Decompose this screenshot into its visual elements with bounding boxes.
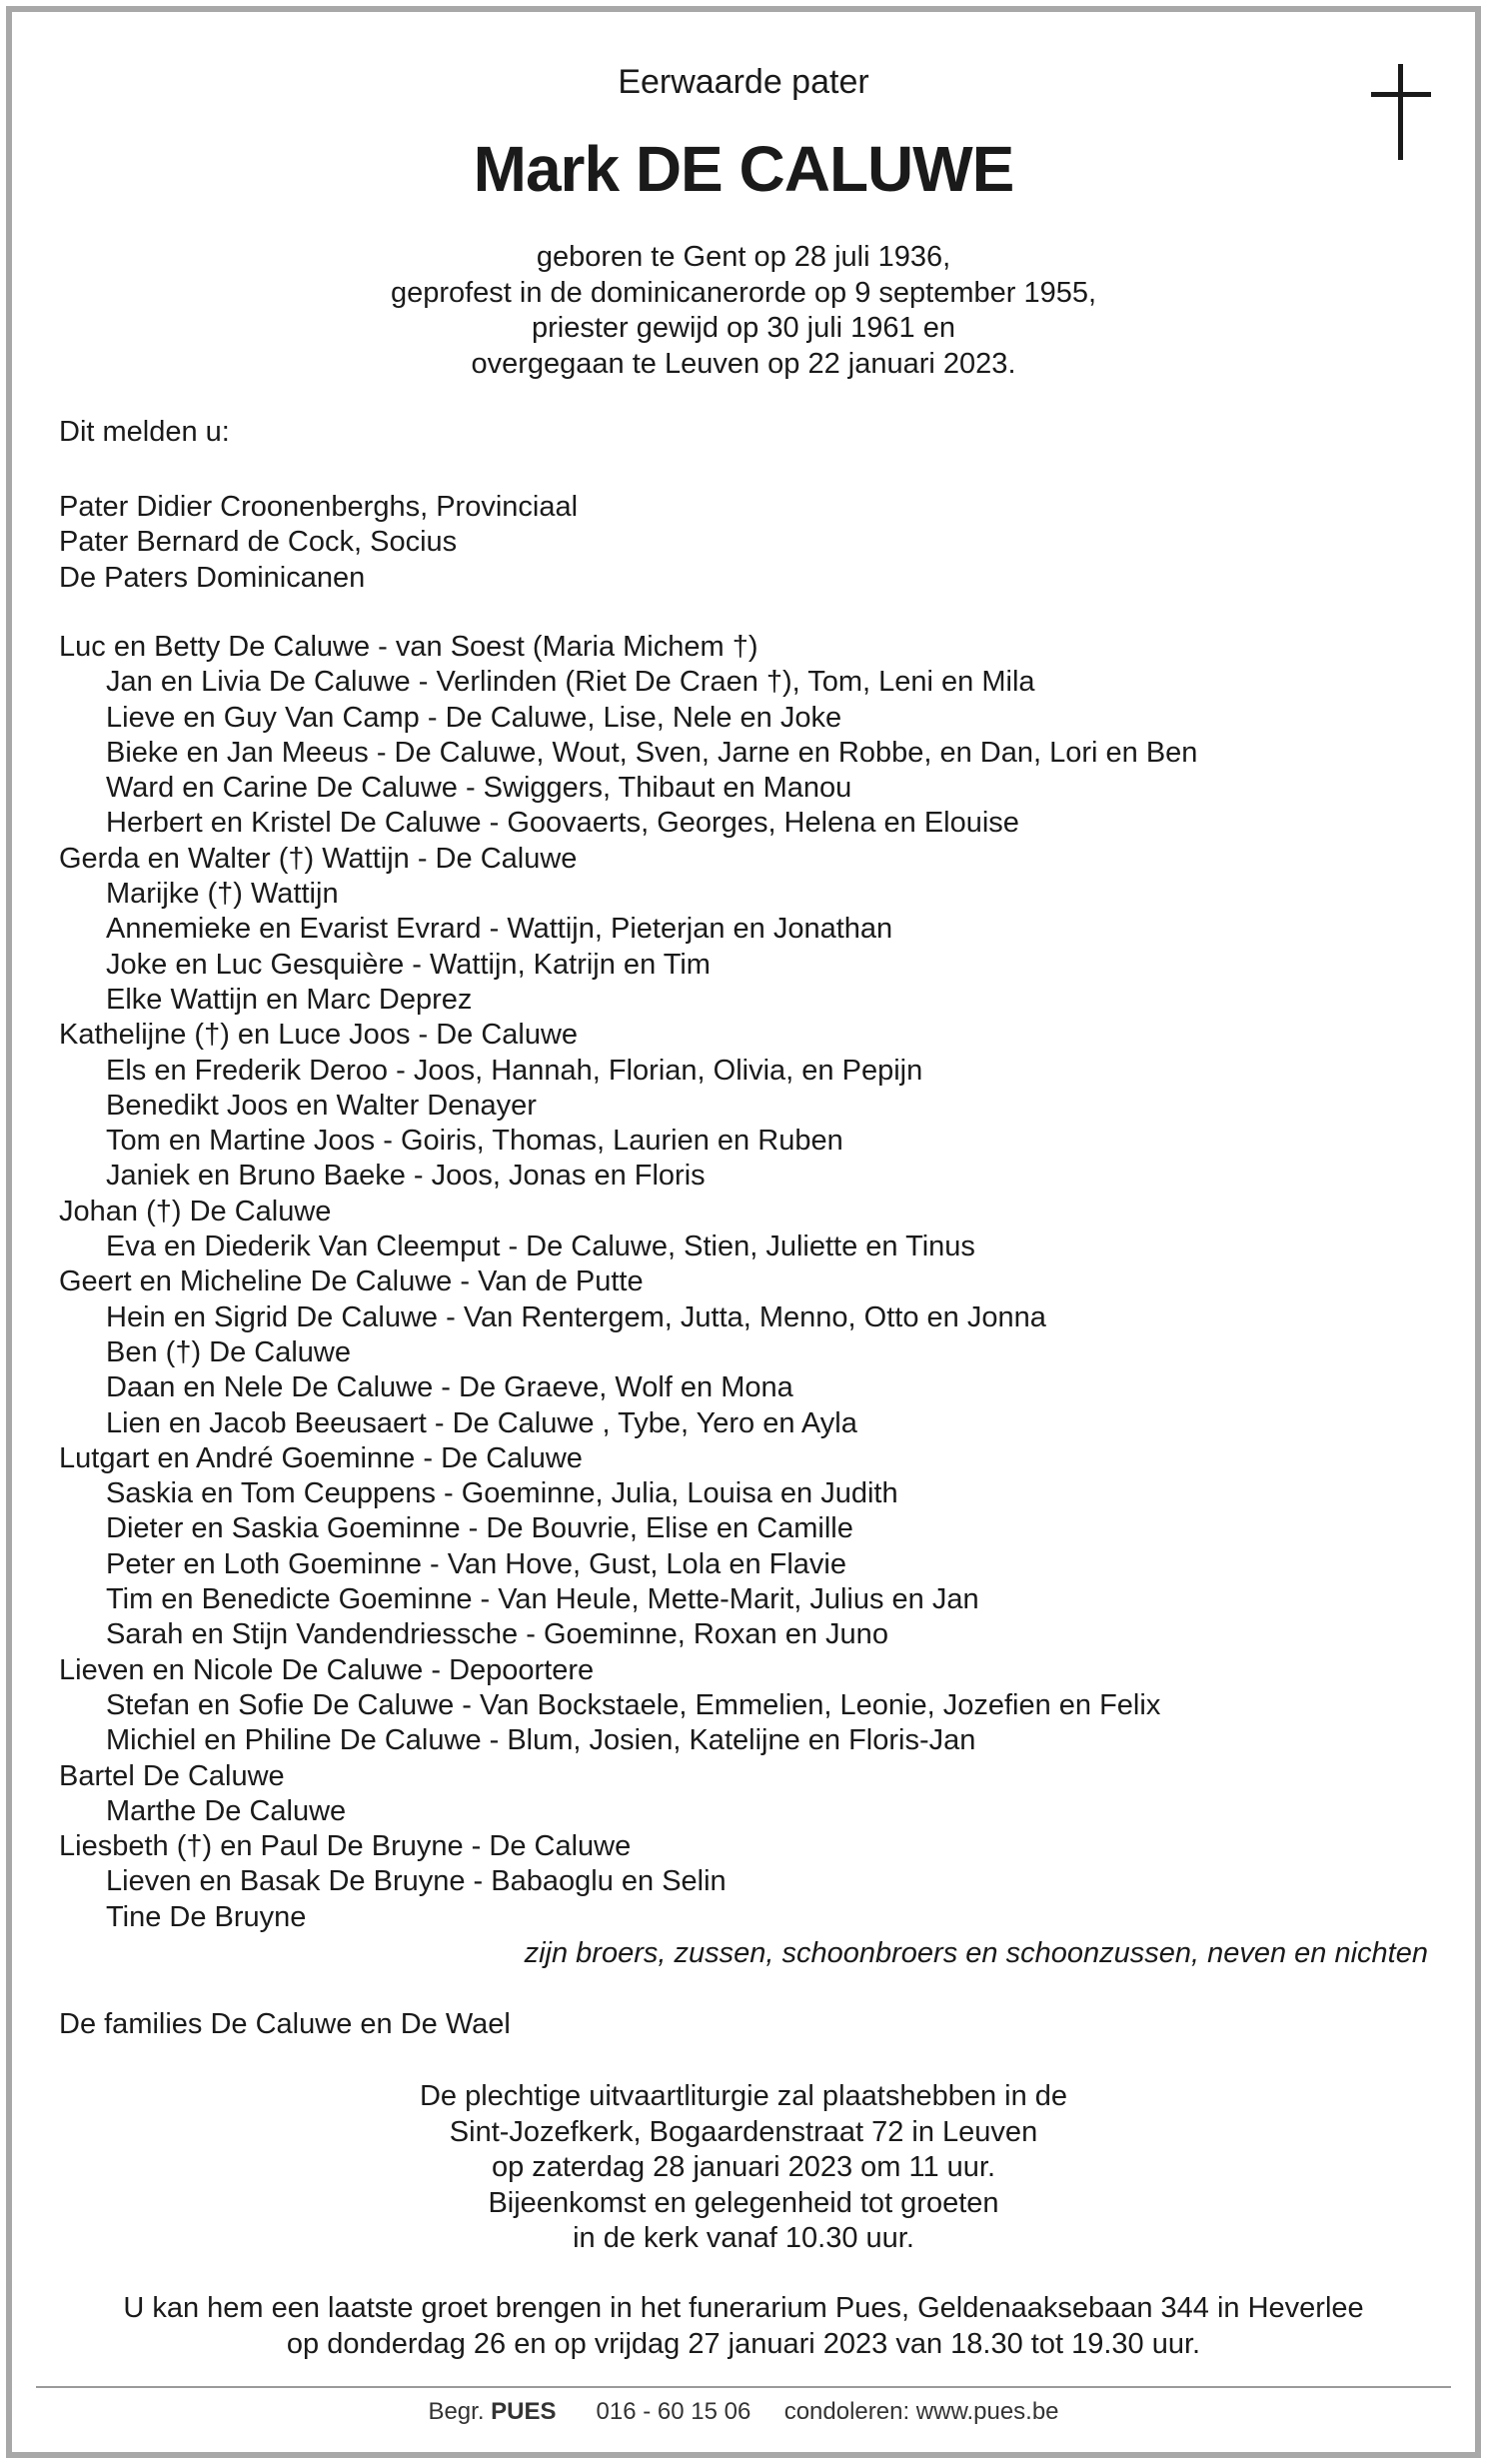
bio-line: geboren te Gent op 28 juli 1936, xyxy=(536,241,951,273)
officials-list xyxy=(59,490,578,596)
family-line: Ward en Carine De Caluwe - Swiggers, Thibaut en Manou xyxy=(106,772,852,805)
family-line: Liesbeth (†) en Paul De Bruyne - De Caluwe xyxy=(59,1830,632,1863)
honorific: Eerwaarde pater xyxy=(618,63,869,101)
family-line: Marthe De Caluwe xyxy=(106,1794,347,1827)
funeral-line: Sint-Jozefkerk, Bogaardenstraat 72 in Leuven xyxy=(449,2115,1038,2148)
visitation-info xyxy=(0,2291,1487,2362)
family-line: Joke en Luc Gesquière - Wattijn, Katrijn en Tim xyxy=(106,948,711,981)
family-line: Saskia en Tom Ceuppens - Goeminne, Julia, Louisa en Judith xyxy=(106,1477,898,1510)
family-line: Daan en Nele De Caluwe - De Graeve, Wolf en Mona xyxy=(106,1371,793,1404)
family-line: Dieter en Saskia Goeminne - De Bouvrie, Elise en Camille xyxy=(106,1512,853,1545)
footer xyxy=(0,2396,1487,2428)
family-line: Stefan en Sofie De Caluwe - Van Bockstaele, Emmelien, Leonie, Jozefien en Felix xyxy=(106,1688,1161,1721)
family-line: Bartel De Caluwe xyxy=(59,1759,285,1792)
family-line: Sarah en Stijn Vandendriessche - Goeminne, Roxan en Juno xyxy=(106,1618,888,1651)
bio-line: priester gewijd op 30 juli 1961 en xyxy=(532,312,955,344)
official-line: Pater Bernard de Cock, Socius xyxy=(59,526,458,559)
family-line: Elke Wattijn en Marc Deprez xyxy=(106,983,473,1016)
family-line: Tine De Bruyne xyxy=(106,1900,307,1933)
funeral-line: op zaterdag 28 januari 2023 om 11 uur. xyxy=(491,2151,996,2183)
family-line: Bieke en Jan Meeus - De Caluwe, Wout, Sven, Jarne en Robbe, en Dan, Lori en Ben xyxy=(106,736,1198,769)
footer-prefix: Begr. xyxy=(428,2398,485,2425)
family-line: Tom en Martine Joos - Goiris, Thomas, Laurien en Ruben xyxy=(106,1125,843,1158)
biography xyxy=(0,240,1487,382)
family-line: Jan en Livia De Caluwe - Verlinden (Riet De Craen †), Tom, Leni en Mila xyxy=(106,666,1035,699)
family-line: Hein en Sigrid De Caluwe - Van Rentergem, Jutta, Menno, Otto en Jonna xyxy=(106,1300,1046,1333)
families-line: De families De Caluwe en De Wael xyxy=(59,2008,511,2040)
visitation-line: op donderdag 26 en op vrijdag 27 januari 2023 van 18.30 tot 19.30 uur. xyxy=(286,2327,1201,2360)
footer-company: PUES xyxy=(491,2398,557,2425)
deceased-name: Mark DE CALUWE xyxy=(473,133,1014,205)
relation-caption: zijn broers, zussen, schoonbroers en schoonzussen, neven en nichten xyxy=(524,1937,1428,1969)
family-line: Lieve en Guy Van Camp - De Caluwe, Lise, Nele en Joke xyxy=(106,701,842,734)
funeral-line: in de kerk vanaf 10.30 uur. xyxy=(573,2222,914,2254)
family-line: Annemieke en Evarist Evrard - Wattijn, Pieterjan en Jonathan xyxy=(106,913,893,946)
family-line: Michiel en Philine De Caluwe - Blum, Josien, Katelijne en Floris-Jan xyxy=(106,1724,976,1757)
family-line: Peter en Loth Goeminne - Van Hove, Gust, Lola en Flavie xyxy=(106,1547,846,1580)
family-line: Gerda en Walter (†) Wattijn - De Caluwe xyxy=(59,842,578,875)
family-line: Geert en Micheline De Caluwe - Van de Putte xyxy=(59,1265,644,1298)
official-line: Pater Didier Croonenberghs, Provinciaal xyxy=(59,491,579,523)
family-line: Els en Frederik Deroo - Joos, Hannah, Florian, Olivia, en Pepijn xyxy=(106,1054,923,1087)
family-line: Luc en Betty De Caluwe - van Soest (Maria Michem †) xyxy=(59,631,758,663)
footer-divider xyxy=(36,2386,1451,2388)
family-line: Marijke (†) Wattijn xyxy=(106,878,339,911)
funeral-line: Bijeenkomst en gelegenheid tot groeten xyxy=(488,2186,999,2219)
family-line: Janiek en Bruno Baeke - Joos, Jonas en Floris xyxy=(106,1160,706,1193)
funeral-info xyxy=(0,2079,1487,2257)
family-line: Johan (†) De Caluwe xyxy=(59,1195,332,1228)
funeral-line: De plechtige uitvaartliturgie zal plaatshebben in de xyxy=(419,2080,1068,2112)
family-line: Lien en Jacob Beeusaert - De Caluwe , Tybe, Yero en Ayla xyxy=(106,1406,857,1439)
family-line: Tim en Benedicte Goeminne - Van Heule, Mette-Marit, Julius en Jan xyxy=(106,1583,979,1616)
intro-text: Dit melden u: xyxy=(59,416,230,448)
family-line: Herbert en Kristel De Caluwe - Goovaerts, Georges, Helena en Elouise xyxy=(106,807,1019,840)
family-line: Kathelijne (†) en Luce Joos - De Caluwe xyxy=(59,1019,579,1052)
family-line: Ben (†) De Caluwe xyxy=(106,1335,351,1368)
family-line: Eva en Diederik Van Cleemput - De Caluwe, Stien, Juliette en Tinus xyxy=(106,1231,975,1263)
footer-condolence: condoleren: www.pues.be xyxy=(783,2398,1059,2425)
family-line: Lieven en Nicole De Caluwe - Depoortere xyxy=(59,1653,595,1686)
family-line: Lieven en Basak De Bruyne - Babaoglu en Selin xyxy=(106,1865,727,1898)
bio-line: overgegaan te Leuven op 22 januari 2023. xyxy=(471,347,1016,380)
official-line: De Paters Dominicanen xyxy=(59,561,366,594)
family-line: Benedikt Joos en Walter Denayer xyxy=(106,1089,537,1122)
family-list xyxy=(59,630,1197,1935)
footer-phone: 016 - 60 15 06 xyxy=(596,2398,751,2425)
bio-line: geprofest in de dominicanerorde op 9 september 1955, xyxy=(390,276,1097,309)
visitation-line: U kan hem een laatste groet brengen in het funerarium Pues, Geldenaaksebaan 344 in Heverlee xyxy=(123,2292,1364,2324)
family-line: Lutgart en André Goeminne - De Caluwe xyxy=(59,1441,583,1474)
